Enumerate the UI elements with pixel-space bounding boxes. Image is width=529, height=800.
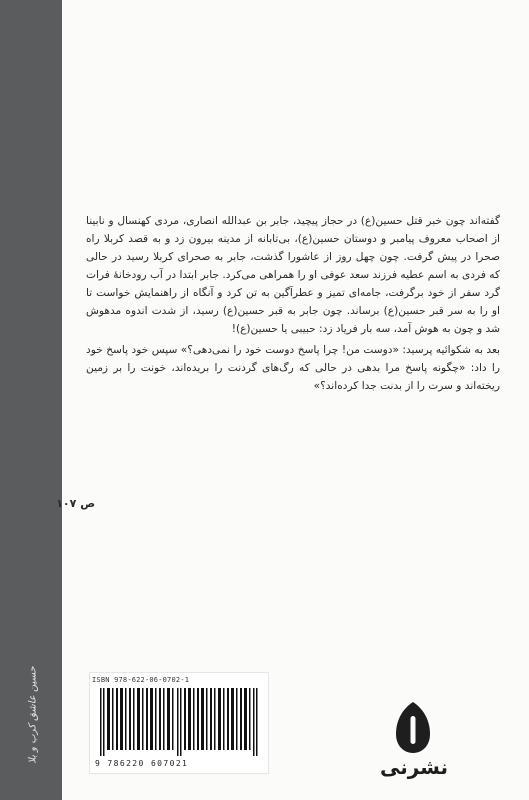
barcode-icon — [98, 688, 260, 756]
barcode-number: 9 786220 607021 — [95, 759, 189, 768]
blurb-text — [86, 212, 500, 398]
spine-band — [0, 0, 62, 800]
blurb-paragraph-1: گفته‌اند چون خبر قتل حسین(ع) در حجاز پیچید، جابر بن عبدالله انصاری، مردی کهنسال و نابینا از اصحاب معروف پیامبر و دوستان حسین(ع)، بی‌تابانه از مدینه بیرون زد و به قصد کربلا راه صحرا در پیش گرفت. چون چهل روز از عاشورا گذشت، جابر به صحرای کربلا رسید در حالی که فردی به اسم عطیه فرزند سعد عوفی او را همراهی می‌کرد. جابر ابتدا در آب رودخانهٔ فرات گرد سفر از خود برگرفت، جامه‌ای تمیز و عطرآگین به تن کرد و آنگاه از راهنمایش خواست تا او را به سر قبر حسین(ع) برساند. چون جابر به قبر حسین(ع) رسید، از شدت اندوه مدهوش شد و چون به هوش آمد، سه بار فریاد زد: حبیبی یا حسین(ع)! — [86, 215, 500, 335]
page-reference: ص ۱۰۷ — [56, 497, 95, 510]
blurb-paragraph-2: بعد به شکوائیه پرسید: «دوست من! چرا پاسخ دوست خود را نمی‌دهی؟» سپس خود پاسخ خود را داد: «چگونه پاسخ مرا بدهی در حالی که رگ‌های گردنت را بریده‌اند، خونت را بر زمین ریخته‌اند و سرت را از بدنت جدا کرده‌اند؟» — [86, 344, 500, 392]
isbn-label: ISBN 978-622-06-0702-1 — [92, 676, 190, 684]
spine-title: حسین عاشق کرب و بلا — [27, 666, 39, 764]
publisher-logo-icon — [394, 700, 432, 755]
publisher-name: نشرنی — [380, 755, 449, 779]
